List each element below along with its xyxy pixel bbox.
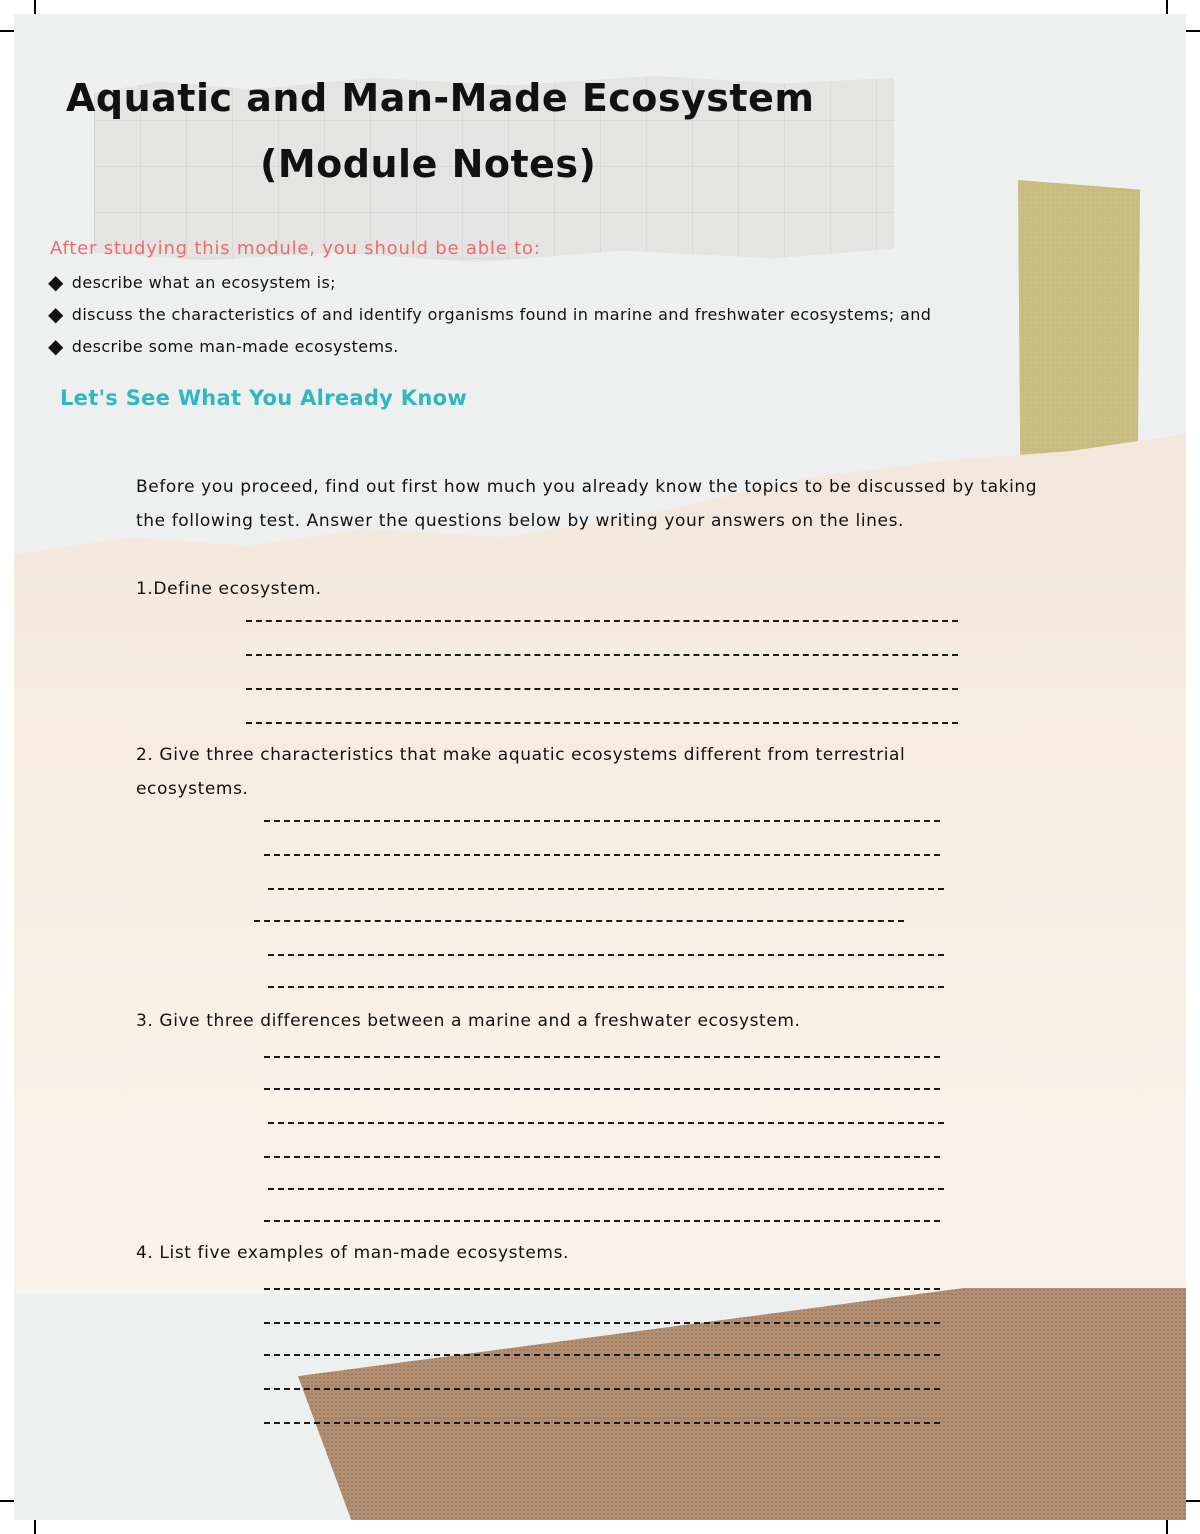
answer-line-q2[interactable] bbox=[268, 954, 944, 956]
question-2: 2. Give three characteristics that make aquatic ecosystems different from terrestrial ecosystems. bbox=[136, 745, 906, 799]
crop-mark bbox=[34, 0, 36, 14]
crop-mark bbox=[1166, 0, 1168, 14]
answer-line-q1[interactable] bbox=[246, 654, 958, 656]
objective-text: discuss the characteristics of and identify organisms found in marine and freshwater ecosystems; and bbox=[71, 304, 932, 324]
crop-mark bbox=[1186, 30, 1200, 32]
answer-line-q3[interactable] bbox=[264, 1220, 940, 1222]
answer-line-q4[interactable] bbox=[264, 1388, 940, 1390]
section-heading: Let's See What You Already Know bbox=[60, 386, 468, 410]
intro-paragraph: Before you proceed, find out first how much you already know the topics to be discussed by taking the following test. Answer the questions below by writing your answers on the lines. bbox=[136, 477, 1038, 531]
crop-mark bbox=[34, 1520, 36, 1534]
crop-mark bbox=[1186, 1500, 1200, 1502]
objective-text: describe what an ecosystem is; bbox=[71, 272, 336, 292]
crop-mark bbox=[1166, 1520, 1168, 1534]
objectives-heading: After studying this module, you should be able to: bbox=[50, 238, 541, 259]
page-subtitle: (Module Notes) bbox=[260, 142, 597, 186]
torn-paper-decoration bbox=[14, 434, 1186, 1294]
objective-item bbox=[48, 304, 931, 324]
answer-line-q1[interactable] bbox=[246, 620, 958, 622]
answer-line-q3[interactable] bbox=[264, 1056, 940, 1058]
crop-mark bbox=[0, 30, 14, 32]
answer-line-q4[interactable] bbox=[264, 1322, 940, 1324]
answer-line-q3[interactable] bbox=[268, 1188, 944, 1190]
answer-line-q2[interactable] bbox=[264, 854, 940, 856]
answer-line-q4[interactable] bbox=[264, 1288, 940, 1290]
answer-line-q1[interactable] bbox=[246, 722, 958, 724]
answer-line-q2[interactable] bbox=[264, 820, 940, 822]
answer-line-q2[interactable] bbox=[254, 920, 904, 922]
diamond-bullet-icon: ◆ bbox=[48, 334, 64, 358]
answer-line-q3[interactable] bbox=[268, 1122, 944, 1124]
diamond-bullet-icon: ◆ bbox=[48, 270, 64, 294]
answer-line-q2[interactable] bbox=[268, 888, 944, 890]
crop-mark bbox=[0, 1500, 14, 1502]
worksheet-page bbox=[14, 14, 1186, 1520]
objective-item bbox=[48, 272, 336, 292]
question-4: 4. List five examples of man-made ecosystems. bbox=[136, 1243, 570, 1263]
diamond-bullet-icon: ◆ bbox=[48, 302, 64, 326]
answer-line-q4[interactable] bbox=[264, 1422, 940, 1424]
objective-text: describe some man-made ecosystems. bbox=[71, 336, 399, 356]
answer-line-q2[interactable] bbox=[268, 986, 944, 988]
objective-item bbox=[48, 336, 399, 356]
answer-line-q1[interactable] bbox=[246, 688, 958, 690]
page-title: Aquatic and Man-Made Ecosystem bbox=[66, 76, 815, 120]
question-3: 3. Give three differences between a marine and a freshwater ecosystem. bbox=[136, 1011, 801, 1031]
question-1: 1.Define ecosystem. bbox=[136, 579, 322, 599]
answer-line-q3[interactable] bbox=[264, 1088, 940, 1090]
answer-line-q4[interactable] bbox=[264, 1354, 940, 1356]
answer-line-q3[interactable] bbox=[264, 1156, 940, 1158]
